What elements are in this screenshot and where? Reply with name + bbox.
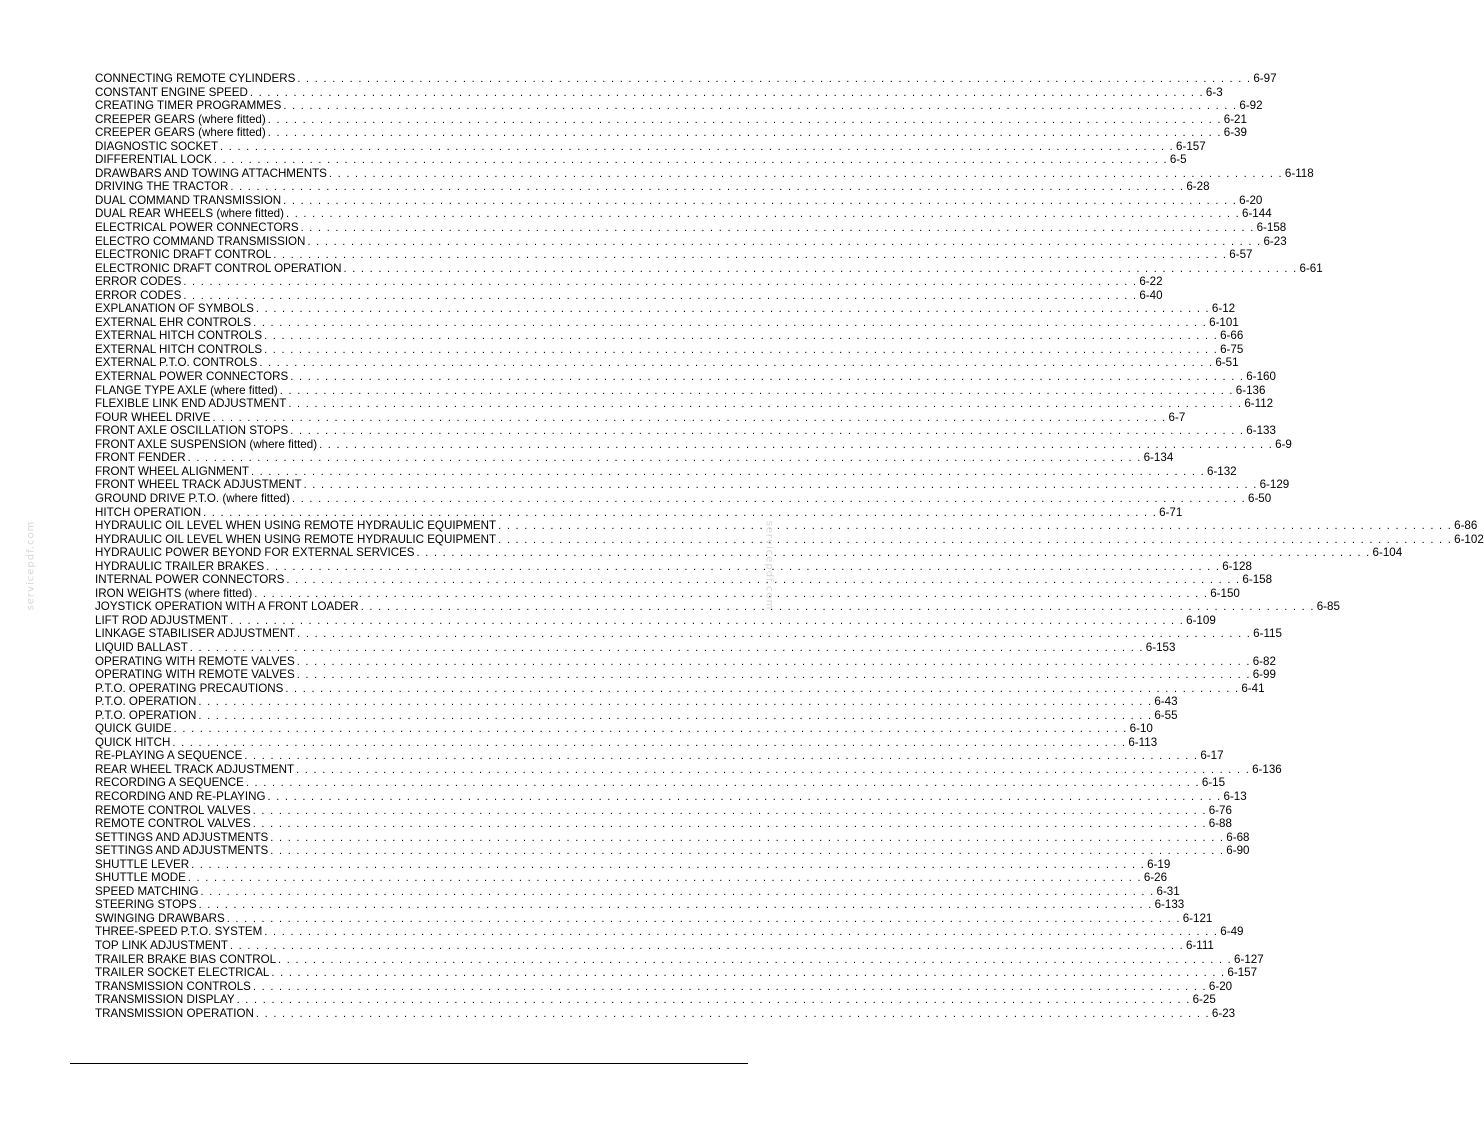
index-entry[interactable] (95, 221, 1287, 235)
index-entry[interactable] (95, 627, 1282, 641)
index-entry-page: 6-97 (1253, 72, 1277, 85)
index-entry-title: DIAGNOSTIC SOCKET (95, 139, 219, 153)
index-entry-title: FLANGE TYPE AXLE (where fitted) (95, 383, 278, 397)
dot-leader: . . . . . . . . . . . . . . . . . . . . . . . . . . . . . . . . . . . . . . . . . . . . . . . . . . . . . . . . . . . . . . . . . . . . . . . . . . . . . . . . . . . . . . . . . . . . . . . . . . . . . . . . . . . . . . (290, 425, 1245, 438)
dot-leader: . . . . . . . . . . . . . . . . . . . . . . . . . . . . . . . . . . . . . . . . . . . . . . . . . . . . . . . . . . . . . . . . . . . . . . . . . . . . . . . . . . . . . . . . . . . . . . . . . . . . . . . . . . . . . . (288, 398, 1243, 411)
index-entry[interactable] (95, 830, 1250, 845)
index-entry-title: TRAILER SOCKET ELECTRICAL (95, 966, 270, 980)
index-entry-title: FRONT AXLE OSCILLATION STOPS (95, 424, 289, 438)
dot-leader: . . . . . . . . . . . . . . . . . . . . . . . . . . . . . . . . . . . . . . . . . . . . . . . . . . . . . . . . . . . . . . . . . . . . . . . . . . . . . . . . . . . . . . . . . . . . . . . . . . . . . . . . . . . . . . (229, 940, 1184, 952)
index-entry[interactable] (95, 613, 1216, 628)
dot-leader: . . . . . . . . . . . . . . . . . . . . . . . . . . . . . . . . . . . . . . . . . . . . . . . . . . . . . . . . . . . . . . . . . . . . . . . . . . . . . . . . . . . . . . . . . . . . . . . . . . . . . . . . . . . . . . (303, 479, 1258, 492)
index-entry[interactable] (95, 762, 1282, 777)
dot-leader: . . . . . . . . . . . . . . . . . . . . . . . . . . . . . . . . . . . . . . . . . . . . . . . . . . . . . . . . . . . . . . . . . . . . . . . . . . . . . . . . . . . . . . . . . . . . . . . . . . . . . . . . . . . . . . (267, 127, 1222, 140)
index-entry-title: ERROR CODES (95, 288, 182, 302)
dot-leader: . . . . . . . . . . . . . . . . . . . . . . . . . . . . . . . . . . . . . . . . . . . . . . . . . . . . . . . . . . . . . . . . . . . . . . . . . . . . . . . . . . . . . . . . . . . . . . . . . . . . . . . . . . . . . . (259, 357, 1214, 370)
index-entry-title: QUICK HITCH (95, 735, 171, 749)
index-entry-title: THREE-SPEED P.T.O. SYSTEM (95, 925, 263, 939)
index-entry[interactable] (95, 668, 1276, 682)
dot-leader: . . . . . . . . . . . . . . . . . . . . . . . . . . . . . . . . . . . . . . . . . . . . . . . . . . . . . . . . . . . . . . . . . . . . . . . . . . . . . . . . . . . . . . . . . . . . . . . . . . . . . . . . . . . . . . (498, 533, 1453, 546)
dot-leader: . . . . . . . . . . . . . . . . . . . . . . . . . . . . . . . . . . . . . . . . . . . . . . . . . . . . . . . . . . . . . . . . . . . . . . . . . . . . . . . . . . . . . . . . . . . . . . . . . . . . . . . . . . . . . . (319, 438, 1274, 451)
index-entry-page: 6-158 (1242, 573, 1273, 587)
index-entry-title: ERROR CODES (95, 275, 182, 289)
index-entry[interactable] (95, 72, 1277, 86)
index-entry-title: TRANSMISSION OPERATION (95, 1006, 254, 1020)
dot-leader: . . . . . . . . . . . . . . . . . . . . . . . . . . . . . . . . . . . . . . . . . . . . . . . . . . . . . . . . . . . . . . . . . . . . . . . . . . . . . . . . . . . . . . . . . . . . . . . . . . . . . . . . . . . . . . (270, 845, 1225, 858)
index-entry-page: 6-157 (1176, 139, 1206, 153)
index-entry[interactable] (95, 491, 1272, 506)
index-entry-title: RE-PLAYING A SEQUENCE (95, 749, 243, 763)
index-entry[interactable] (95, 505, 1183, 520)
index-entry[interactable] (95, 126, 1247, 140)
index-entry-title: FRONT FENDER (95, 451, 186, 465)
index-entry-page: 6-17 (1200, 749, 1224, 763)
index-entry-title: QUICK GUIDE (95, 722, 172, 736)
index-entry-title: CONNECTING REMOTE CYLINDERS (95, 72, 296, 85)
index-entry-page: 6-12 (1211, 302, 1236, 316)
index-entry-page: 6-39 (1223, 126, 1247, 140)
dot-leader: . . . . . . . . . . . . . . . . . . . . . . . . . . . . . . . . . . . . . . . . . . . . . . . . . . . . . . . . . . . . . . . . . . . . . . . . . . . . . . . . . . . . . . . . . . . . . . . . . . . . . . . . . . . . . . (283, 100, 1238, 113)
dot-leader: . . . . . . . . . . . . . . . . . . . . . . . . . . . . . . . . . . . . . . . . . . . . . . . . . . . . . . . . . . . . . . . . . . . . . . . . . . . . . . . . . . . . . . . . . . . . . . . . . . . . . . . . . . . . . . (252, 818, 1207, 831)
index-entry-title: SHUTTLE MODE (95, 871, 186, 885)
index-entry-title: HYDRAULIC OIL LEVEL WHEN USING REMOTE HYDRAULIC EQUIPMENT (95, 519, 497, 533)
index-entry-page: 6-153 (1145, 640, 1176, 654)
index-entry-title: DRIVING THE TRACTOR (95, 180, 229, 194)
index-entry-page: 6-51 (1215, 356, 1239, 370)
index-entry-page: 6-25 (1192, 993, 1216, 1007)
watermark-right: servicepdf.com (763, 520, 775, 611)
index-entry-page: 6-19 (1147, 857, 1171, 871)
index-entry-title: CREEPER GEARS (where fitted) (95, 126, 266, 140)
index-entry-title: CREEPER GEARS (where fitted) (95, 112, 266, 126)
dot-leader: . . . . . . . . . . . . . . . . . . . . . . . . . . . . . . . . . . . . . . . . . . . . . . . . . . . . . . . . . . . . . . . . . . . . . . . . . . . . . . . . . . . . . . . . . . . . . . . . . . . . . . . . . . . . . . (266, 560, 1221, 573)
index-entry[interactable] (95, 993, 1216, 1007)
index-entry[interactable] (95, 329, 1244, 343)
index-entry-page: 6-23 (1211, 1006, 1236, 1020)
index-entry-title: TRAILER BRAKE BIAS CONTROL (95, 952, 277, 966)
index-entry[interactable] (95, 397, 1274, 411)
dot-leader: . . . . . . . . . . . . . . . . . . . . . . . . . . . . . . . . . . . . . . . . . . . . . . . . . . . . . . . . . . . . . . . . . . . . . . . . . . . . . . . . . . . . . . . . . . . . . . . . . . . . . . . . . . . . . . (187, 452, 1142, 465)
index-entry-page: 6-133 (1154, 898, 1185, 912)
index-entry-page: 6-144 (1242, 207, 1272, 221)
index-entry[interactable] (95, 898, 1185, 912)
index-entry[interactable] (95, 356, 1239, 370)
index-entry[interactable] (95, 207, 1272, 221)
index-entry-title: REMOTE CONTROL VALVES (95, 817, 251, 831)
index-entry[interactable] (95, 586, 1240, 601)
dot-leader: . . . . . . . . . . . . . . . . . . . . . . . . . . . . . . . . . . . . . . . . . . . . . . . . . . . . . . . . . . . . . . . . . . . . . . . . . . . . . . . . . . . . . . . . . . . . . . . . . . . . . . . . . . . . . . (292, 492, 1246, 505)
dot-leader: . . . . . . . . . . . . . . . . . . . . . . . . . . . . . . . . . . . . . . . . . . . . . . . . . . . . . . . . . . . . . . . . . . . . . . . . . . . . . . . . . . . . . . . . . . . . . . . . . . . . . . . . . . . . . . (255, 303, 1210, 316)
index-entry-page: 6-10 (1129, 722, 1153, 736)
index-entry-page: 6-20 (1239, 193, 1263, 207)
dot-leader: . . . . . . . . . . . . . . . . . . . . . . . . . . . . . . . . . . . . . . . . . . . . . . . . . . . . . . . . . . . . . . . . . . . . . . . . . . . . . . . . . . . . . . . . . . . . . . . . . . . . . . . . . . . . . . (290, 371, 1245, 384)
index-entry-page: 6-40 (1139, 288, 1163, 302)
index-entry[interactable] (95, 166, 1314, 181)
dot-leader: . . . . . . . . . . . . . . . . . . . . . . . . . . . . . . . . . . . . . . . . . . . . . . . . . . . . . . . . . . . . . . . . . . . . . . . . . . . . . . . . . . . . . . . . . . . . . . . . . . . . . . . . . . . . . . (172, 736, 1127, 749)
index-entry-title: CREATING TIMER PROGRAMMES (95, 99, 282, 113)
index-entry[interactable] (95, 288, 1163, 303)
index-entry[interactable] (95, 654, 1276, 669)
index-entry-page: 6-136 (1252, 762, 1282, 776)
dot-leader: . . . . . . . . . . . . . . . . . . . . . . . . . . . . . . . . . . . . . . . . . . . . . . . . . . . . . . . . . . . . . . . . . . . . . . . . . . . . . . . . . . . . . . . . . . . . . . . . . . . . . . . . . . . . . . (279, 384, 1234, 397)
index-entry-title: TOP LINK ADJUSTMENT (95, 939, 228, 952)
index-entry-page: 6-99 (1252, 668, 1276, 682)
dot-leader: . . . . . . . . . . . . . . . . . . . . . . . . . . . . . . . . . . . . . . . . . . . . . . . . . . . . . . . . . . . . . . . . . . . . . . . . . . . . . . . . . . . . . . . . . . . . . . . . . . . . . . . . . . . . . . (300, 222, 1255, 235)
index-entry[interactable] (95, 193, 1263, 208)
index-entry[interactable] (95, 600, 1340, 614)
index-entry-title: OPERATING WITH REMOTE VALVES (95, 668, 295, 682)
index-entry[interactable] (95, 85, 1223, 100)
index-entry-title: INTERNAL POWER CONNECTORS (95, 573, 285, 587)
index-entry-page: 6-101 (1209, 315, 1239, 329)
index-entry-title: DUAL COMMAND TRANSMISSION (95, 193, 282, 207)
dot-leader: . . . . . . . . . . . . . . . . . . . . . . . . . . . . . . . . . . . . . . . . . . . . . . . . . . . . . . . . . . . . . . . . . . . . . . . . . . . . . . . . . . . . . . . . . . . . . . . . . . . . . . . . . . . . . . (200, 885, 1155, 898)
dot-leader: . . . . . . . . . . . . . . . . . . . . . . . . . . . . . . . . . . . . . . . . . . . . . . . . . . . . . . . . . . . . . . . . . . . . . . . . . . . . . . . . . . . . . . . . . . . . . . . . . . . . . . . . . . . . . . (249, 86, 1204, 99)
index-entry-page: 6-88 (1208, 817, 1232, 831)
index-entry[interactable] (95, 640, 1176, 655)
dot-leader: . . . . . . . . . . . . . . . . . . . . . . . . . . . . . . . . . . . . . . . . . . . . . . . . . . . . . . . . . . . . . . . . . . . . . . . . . . . . . . . . . . . . . . . . . . . . . . . . . . . . . . . . . . . . . . (360, 601, 1315, 614)
index-entry-page: 6-127 (1234, 952, 1264, 966)
dot-leader: . . . . . . . . . . . . . . . . . . . . . . . . . . . . . . . . . . . . . . . . . . . . . . . . . . . . . . . . . . . . . . . . . . . . . . . . . . . . . . . . . . . . . . . . . . . . . . . . . . . . . . . . . . . . . . (286, 208, 1240, 221)
index-entry-title: EXTERNAL HITCH CONTROLS (95, 329, 263, 343)
index-entry[interactable] (95, 749, 1224, 763)
index-entry-title: SPEED MATCHING (95, 884, 199, 898)
index-entry-page: 6-102 (1454, 532, 1484, 546)
index-entry[interactable] (95, 573, 1273, 587)
index-entry[interactable] (95, 817, 1232, 831)
index-entry-title: EXTERNAL POWER CONNECTORS (95, 370, 289, 384)
index-entry-title: HITCH OPERATION (95, 505, 202, 519)
index-entry-title: ELECTRONIC DRAFT CONTROL OPERATION (95, 261, 342, 275)
index-entry-title: EXTERNAL P.T.O. CONTROLS (95, 356, 258, 370)
dot-leader: . . . . . . . . . . . . . . . . . . . . . . . . . . . . . . . . . . . . . . . . . . . . . . . . . . . . . . . . . . . . . . . . . . . . . . . . . . . . . . . . . . . . . . . . . . . . . . . . . . . . . . . . . . . . . . (189, 641, 1144, 654)
index-entry-title: LINKAGE STABILISER ADJUSTMENT (95, 627, 296, 641)
dot-leader: . . . . . . . . . . . . . . . . . . . . . . . . . . . . . . . . . . . . . . . . . . . . . . . . . . . . . . . . . . . . . . . . . . . . . . . . . . . . . . . . . . . . . . . . . . . . . . . . . . . . . . . . . . . . . . (286, 574, 1241, 587)
index-entry-title: CONSTANT ENGINE SPEED (95, 85, 248, 99)
index-entry[interactable] (95, 248, 1253, 262)
index-entry-title: ELECTRICAL POWER CONNECTORS (95, 221, 299, 235)
index-entry-title: REAR WHEEL TRACK ADJUSTMENT (95, 762, 295, 776)
dot-leader: . . . . . . . . . . . . . . . . . . . . . . . . . . . . . . . . . . . . . . . . . . . . . . . . . . . . . . . . . . . . . . . . . . . . . . . . . . . . . . . . . . . . . . . . . . . . . . . . . . . . . . . . . . . . . . (191, 858, 1146, 871)
dot-leader: . . . . . . . . . . . . . . . . . . . . . . . . . . . . . . . . . . . . . . . . . . . . . . . . . . . . . . . . . . . . . . . . . . . . . . . . . . . . . . . . . . . . . . . . . . . . . . . . . . . . . . . . . . . . . . (307, 235, 1262, 248)
index-entry-page: 6-134 (1143, 451, 1174, 465)
index-entry[interactable] (95, 979, 1233, 994)
index-entry-page: 6-49 (1220, 925, 1244, 939)
index-entry-page: 6-43 (1154, 695, 1178, 709)
dot-leader: . . . . . . . . . . . . . . . . . . . . . . . . . . . . . . . . . . . . . . . . . . . . . . . . . . . . . . . . . . . . . . . . . . . . . . . . . . . . . . . . . . . . . . . . . . . . . . . . . . . . . . . . . . . . . . (264, 330, 1219, 343)
index-entry-page: 6-26 (1143, 871, 1168, 885)
dot-leader: . . . . . . . . . . . . . . . . . . . . . . . . . . . . . . . . . . . . . . . . . . . . . . . . . . . . . . . . . . . . . . . . . . . . . . . . . . . . . . . . . . . . . . . . . . . . . . . . . . . . . . . . . . . . . . (271, 967, 1226, 980)
dot-leader: . . . . . . . . . . . . . . . . . . . . . . . . . . . . . . . . . . . . . . . . . . . . . . . . . . . . . . . . . . . . . . . . . . . . . . . . . . . . . . . . . . . . . . . . . . . . . . . . . . . . . . . . . . . . . . (278, 953, 1233, 966)
index-entry-page: 6-9 (1275, 437, 1292, 451)
index-entry-title: EXPLANATION OF SYMBOLS (95, 302, 254, 316)
index-entry[interactable] (95, 708, 1178, 723)
index-entry-title: EXTERNAL EHR CONTROLS (95, 315, 252, 329)
index-entry[interactable] (95, 464, 1237, 479)
dot-leader: . . . . . . . . . . . . . . . . . . . . . . . . . . . . . . . . . . . . . . . . . . . . . . . . . . . . . . . . . . . . . . . . . . . . . . . . . . . . . . . . . . . . . . . . . . . . . . . . . . . . . . . . . . . . . . (212, 411, 1167, 424)
index-entry[interactable] (95, 735, 1158, 750)
index-entry-title: DRAWBARS AND TOWING ATTACHMENTS (95, 166, 327, 180)
index-entry-title: ELECTRONIC DRAFT CONTROL (95, 248, 272, 262)
index-entry-page: 6-136 (1235, 383, 1266, 397)
index-entry-page: 6-57 (1229, 248, 1253, 262)
index-entry[interactable] (95, 139, 1206, 154)
index-entry-page: 6-20 (1208, 979, 1233, 993)
dot-leader: . . . . . . . . . . . . . . . . . . . . . . . . . . . . . . . . . . . . . . . . . . . . . . . . . . . . . . . . . . . . . . . . . . . . . . . . . . . . . . . . . . . . . . . . . . . . . . . . . . . . . . . . . . . . . . (498, 520, 1453, 533)
index-entry-title: HYDRAULIC TRAILER BRAKES (95, 559, 265, 573)
dot-leader: . . . . . . . . . . . . . . . . . . . . . . . . . . . . . . . . . . . . . . . . . . . . . . . . . . . . . . . . . . . . . . . . . . . . . . . . . . . . . . . . . . . . . . . . . . . . . . . . . . . . . . . . . . . . . . (296, 669, 1251, 682)
index-entry-title: DIFFERENTIAL LOCK (95, 153, 212, 167)
index-entry-page: 6-104 (1372, 546, 1403, 560)
dot-leader: . . . . . . . . . . . . . . . . . . . . . . . . . . . . . . . . . . . . . . . . . . . . . . . . . . . . . . . . . . . . . . . . . . . . . . . . . . . . . . . . . . . . . . . . . . . . . . . . . . . . . . . . . . . . . . (252, 804, 1207, 817)
index-entry-page: 6-118 (1284, 166, 1314, 180)
index-entry-title: IRON WEIGHTS (where fitted) (95, 586, 253, 600)
index-entry[interactable] (95, 342, 1244, 357)
index-entry[interactable] (95, 112, 1247, 127)
index-entry[interactable] (95, 911, 1213, 926)
index-entry-page: 6-55 (1154, 708, 1178, 722)
dot-leader: . . . . . . . . . . . . . . . . . . . . . . . . . . . . . . . . . . . . . . . . . . . . . . . . . . . . . . . . . . . . . . . . . . . . . . . . . . . . . . . . . . . . . . . . . . . . . . . . . . . . . . . . . . . . . . (264, 343, 1219, 356)
index-entry-title: P.T.O. OPERATING PRECAUTIONS (95, 681, 284, 695)
index-entry-title: REMOTE CONTROL VALVES (95, 803, 251, 817)
index-entry-page: 6-71 (1159, 505, 1183, 519)
index-entry-page: 6-22 (1139, 275, 1163, 289)
index-entry-page: 6-128 (1222, 559, 1252, 573)
dot-leader: . . . . . . . . . . . . . . . . . . . . . . . . . . . . . . . . . . . . . . . . . . . . . . . . . . . . . . . . . . . . . . . . . . . . . . . . . . . . . . . . . . . . . . . . . . . . . . . . . . . . . . . . . . . . . . (198, 709, 1153, 722)
index-entry[interactable] (95, 478, 1290, 492)
dot-leader: . . . . . . . . . . . . . . . . . . . . . . . . . . . . . . . . . . . . . . . . . . . . . . . . . . . . . . . . . . . . . . . . . . . . . . . . . . . . . . . . . . . . . . . . . . . . . . . . . . . . . . . . . . . . . . (203, 506, 1158, 519)
dot-leader: . . . . . . . . . . . . . . . . . . . . . . . . . . . . . . . . . . . . . . . . . . . . . . . . . . . . . . . . . . . . . . . . . . . . . . . . . . . . . . . . . . . . . . . . . . . . . . . . . . . . . . . . . . . . . . (236, 994, 1191, 1007)
index-entry-page: 6-41 (1241, 681, 1265, 695)
dot-leader: . . . . . . . . . . . . . . . . . . . . . . . . . . . . . . . . . . . . . . . . . . . . . . . . . . . . . . . . . . . . . . . . . . . . . . . . . . . . . . . . . . . . . . . . . . . . . . . . . . . . . . . . . . . . . . (183, 289, 1138, 302)
dot-leader: . . . . . . . . . . . . . . . . . . . . . . . . . . . . . . . . . . . . . . . . . . . . . . . . . . . . . . . . . . . . . . . . . . . . . . . . . . . . . . . . . . . . . . . . . . . . . . . . . . . . . . . . . . . . . . (253, 316, 1208, 329)
index-entry[interactable] (95, 871, 1168, 885)
index-entry-title: RECORDING AND RE-PLAYING (95, 789, 266, 803)
index-entry-page: 6-158 (1256, 221, 1287, 235)
index-entry-title: FRONT WHEEL ALIGNMENT (95, 464, 249, 478)
index-entry[interactable] (95, 559, 1252, 574)
index-entry-page: 6-5 (1169, 153, 1187, 167)
dot-leader: . . . . . . . . . . . . . . . . . . . . . . . . . . . . . . . . . . . . . . . . . . . . . . . . . . . . . . . . . . . . . . . . . . . . . . . . . . . . . . . . . . . . . . . . . . . . . . . . . . . . . . . . . . . . . . (267, 790, 1222, 803)
index-entry-page: 6-92 (1239, 99, 1263, 113)
index-entry-page: 6-121 (1182, 911, 1213, 925)
index-entry-title: FRONT AXLE SUSPENSION (where fitted) (95, 437, 318, 451)
index-entry-title: RECORDING A SEQUENCE (95, 776, 244, 790)
dot-leader: . . . . . . . . . . . . . . . . . . . . . . . . . . . . . . . . . . . . . . . . . . . . . . . . . . . . . . . . . . . . . . . . . . . . . . . . . . . . . . . . . . . . . . . . . . . . . . . . . . . . . . . . . . . . . . (244, 750, 1199, 763)
index-entry-title: FRONT WHEEL TRACK ADJUSTMENT (95, 478, 302, 492)
dot-leader: . . . . . . . . . . . . . . . . . . . . . . . . . . . . . . . . . . . . . . . . . . . . . . . . . . . . . . . . . . . . . . . . . . . . . . . . . . . . . . . . . . . . . . . . . . . . . . . . . . . . . . . . . . . . . . (297, 73, 1252, 85)
index-entry-title: EXTERNAL HITCH CONTROLS (95, 342, 263, 356)
index-entry[interactable] (95, 789, 1247, 804)
index-entry-page: 6-129 (1259, 478, 1290, 492)
index-entry-title: LIQUID BALLAST (95, 640, 188, 654)
dot-leader: . . . . . . . . . . . . . . . . . . . . . . . . . . . . . . . . . . . . . . . . . . . . . . . . . . . . . . . . . . . . . . . . . . . . . . . . . . . . . . . . . . . . . . . . . . . . . . . . . . . . . . . . . . . . . . (245, 777, 1200, 790)
index-entry[interactable] (95, 884, 1180, 899)
watermark-left: servicepdf.com (25, 520, 37, 611)
index-entry-title: SWINGING DRAWBARS (95, 911, 225, 925)
index-entry-title: HYDRAULIC OIL LEVEL WHEN USING REMOTE HYDRAULIC EQUIPMENT (95, 532, 497, 546)
dot-leader: . . . . . . . . . . . . . . . . . . . . . . . . . . . . . . . . . . . . . . . . . . . . . . . . . . . . . . . . . . . . . . . . . . . . . . . . . . . . . . . . . . . . . . . . . . . . . . . . . . . . . . . . . . . . . . (230, 181, 1185, 194)
dot-leader: . . . . . . . . . . . . . . . . . . . . . . . . . . . . . . . . . . . . . . . . . . . . . . . . . . . . . . . . . . . . . . . . . . . . . . . . . . . . . . . . . . . . . . . . . . . . . . . . . . . . . . . . . . . . . . (198, 696, 1153, 709)
dot-leader: . . . . . . . . . . . . . . . . . . . . . . . . . . . . . . . . . . . . . . . . . . . . . . . . . . . . . . . . . . . . . . . . . . . . . . . . . . . . . . . . . . . . . . . . . . . . . . . . . . . . . . . . . . . . . . (173, 723, 1128, 736)
index-entry-page: 6-160 (1246, 370, 1276, 384)
index-entry-title: DUAL REAR WHEELS (where fitted) (95, 207, 284, 221)
index-entry-page: 6-132 (1206, 464, 1237, 478)
index-entry-title: FLEXIBLE LINK END ADJUSTMENT (95, 397, 287, 411)
index-entry[interactable] (95, 180, 1210, 194)
dot-leader: . . . . . . . . . . . . . . . . . . . . . . . . . . . . . . . . . . . . . . . . . . . . . . . . . . . . . . . . . . . . . . . . . . . . . . . . . . . . . . . . . . . . . . . . . . . . . . . . . . . . . . . . . . . . . . (230, 614, 1185, 627)
dot-leader: . . . . . . . . . . . . . . . . . . . . . . . . . . . . . . . . . . . . . . . . . . . . . . . . . . . . . . . . . . . . . . . . . . . . . . . . . . . . . . . . . . . . . . . . . . . . . . . . . . . . . . . . . . . . . . (198, 899, 1153, 912)
index-entry[interactable] (95, 275, 1163, 289)
dot-leader: . . . . . . . . . . . . . . . . . . . . . . . . . . . . . . . . . . . . . . . . . . . . . . . . . . . . . . . . . . . . . . . . . . . . . . . . . . . . . . . . . . . . . . . . . . . . . . . . . . . . . . . . . . . . . . (252, 980, 1207, 993)
index-entry[interactable] (95, 844, 1250, 858)
index-entry-page: 6-113 (1128, 735, 1158, 749)
dot-leader: . . . . . . . . . . . . . . . . . . . . . . . . . . . . . . . . . . . . . . . . . . . . . . . . . . . . . . . . . . . . . . . . . . . . . . . . . . . . . . . . . . . . . . . . . . . . . . . . . . . . . . . . . . . . . . (213, 154, 1168, 167)
index-entry-title: SETTINGS AND ADJUSTMENTS (95, 844, 269, 858)
index-entry-page: 6-7 (1168, 410, 1186, 424)
index-entry[interactable] (95, 410, 1186, 425)
index-entry-page: 6-68 (1226, 830, 1250, 844)
index-entry-page: 6-23 (1263, 234, 1287, 248)
index-entry[interactable] (95, 315, 1239, 330)
index-entry-page: 6-86 (1454, 519, 1478, 533)
index-entry[interactable] (95, 424, 1276, 438)
index-entry-title: HYDRAULIC POWER BEYOND FOR EXTERNAL SERVICES (95, 546, 415, 560)
dot-leader: . . . . . . . . . . . . . . . . . . . . . . . . . . . . . . . . . . . . . . . . . . . . . . . . . . . . . . . . . . . . . . . . . . . . . . . . . . . . . . . . . . . . . . . . . . . . . . . . . . . . . . . . . . . . . . (283, 194, 1238, 207)
index-entry-page: 6-111 (1185, 939, 1214, 952)
index-entry[interactable] (95, 857, 1171, 872)
index-entry[interactable] (95, 532, 1484, 547)
dot-leader: . . . . . . . . . . . . . . . . . . . . . . . . . . . . . . . . . . . . . . . . . . . . . . . . . . . . . . . . . . . . . . . . . . . . . . . . . . . . . . . . . . . . . . . . . . . . . . . . . . . . . . . . . . . . . . (254, 587, 1209, 600)
index-entry[interactable] (95, 370, 1276, 384)
index-entry-title: TRANSMISSION CONTROLS (95, 979, 251, 993)
dot-leader: . . . . . . . . . . . . . . . . . . . . . . . . . . . . . . . . . . . . . . . . . . . . . . . . . . . . . . . . . . . . . . . . . . . . . . . . . . . . . . . . . . . . . . . . . . . . . . . . . . . . . . . . . . . . . . (285, 682, 1240, 695)
index-entry-page: 6-13 (1223, 789, 1247, 803)
index-entry-page: 6-66 (1220, 329, 1244, 343)
index-entry-page: 6-3 (1205, 85, 1223, 99)
index-entry[interactable] (95, 302, 1236, 316)
index-entry-title: OPERATING WITH REMOTE VALVES (95, 654, 295, 668)
index-entry[interactable] (95, 681, 1265, 696)
index-entry[interactable] (95, 234, 1287, 249)
index-entry-title: STEERING STOPS (95, 898, 197, 912)
index-entry[interactable] (95, 153, 1187, 167)
index-entry-page: 6-90 (1226, 844, 1250, 858)
index-entry-page: 6-109 (1186, 613, 1216, 627)
index-entry[interactable] (95, 261, 1323, 276)
dot-leader: . . . . . . . . . . . . . . . . . . . . . . . . . . . . . . . . . . . . . . . . . . . . . . . . . . . . . . . . . . . . . . . . . . . . . . . . . . . . . . . . . . . . . . . . . . . . . . . . . . . . . . . . . . . . . . (296, 655, 1251, 668)
index-entry[interactable] (95, 383, 1266, 398)
index-entry-page: 6-76 (1208, 803, 1232, 817)
index-entry-title: JOYSTICK OPERATION WITH A FRONT LOADER (95, 600, 359, 614)
index-entry-title: GROUND DRIVE P.T.O. (where fitted) (95, 491, 290, 505)
index-entry-title: ELECTRO COMMAND TRANSMISSION (95, 234, 306, 248)
index-entry-title: FOUR WHEEL DRIVE (95, 410, 211, 424)
index-entry-page: 6-85 (1316, 600, 1340, 614)
index-entry-page: 6-133 (1246, 424, 1276, 438)
index-entry[interactable] (95, 546, 1403, 560)
index-entry-page: 6-75 (1220, 342, 1244, 356)
dot-leader: . . . . . . . . . . . . . . . . . . . . . . . . . . . . . . . . . . . . . . . . . . . . . . . . . . . . . . . . . . . . . . . . . . . . . . . . . . . . . . . . . . . . . . . . . . . . . . . . . . . . . . . . . . . . . . (264, 926, 1219, 939)
dot-leader: . . . . . . . . . . . . . . . . . . . . . . . . . . . . . . . . . . . . . . . . . . . . . . . . . . . . . . . . . . . . . . . . . . . . . . . . . . . . . . . . . . . . . . . . . . . . . . . . . . . . . . . . . . . . . . (416, 547, 1371, 560)
index-entry[interactable] (95, 776, 1226, 790)
index-entry-page: 6-50 (1248, 491, 1272, 505)
index-entry-page: 6-61 (1299, 261, 1323, 275)
index-entry-page: 6-82 (1252, 654, 1276, 668)
dot-leader: . . . . . . . . . . . . . . . . . . . . . . . . . . . . . . . . . . . . . . . . . . . . . . . . . . . . . . . . . . . . . . . . . . . . . . . . . . . . . . . . . . . . . . . . . . . . . . . . . . . . . . . . . . . . . . (187, 872, 1142, 885)
dot-leader: . . . . . . . . . . . . . . . . . . . . . . . . . . . . . . . . . . . . . . . . . . . . . . . . . . . . . . . . . . . . . . . . . . . . . . . . . . . . . . . . . . . . . . . . . . . . . . . . . . . . . . . . . . . . . . (226, 912, 1181, 925)
index-entry-page: 6-21 (1223, 112, 1247, 126)
dot-leader: . . . . . . . . . . . . . . . . . . . . . . . . . . . . . . . . . . . . . . . . . . . . . . . . . . . . . . . . . . . . . . . . . . . . . . . . . . . . . . . . . . . . . . . . . . . . . . . . . . . . . . . . . . . . . . (328, 167, 1283, 180)
footer-rule (70, 1063, 748, 1064)
dot-leader: . . . . . . . . . . . . . . . . . . . . . . . . . . . . . . . . . . . . . . . . . . . . . . . . . . . . . . . . . . . . . . . . . . . . . . . . . . . . . . . . . . . . . . . . . . . . . . . . . . . . . . . . . . . . . . (250, 465, 1205, 478)
index-entry[interactable] (95, 1006, 1236, 1021)
index-entry-title: P.T.O. OPERATION (95, 695, 197, 709)
index-entry-page: 6-115 (1253, 627, 1282, 641)
index-entry[interactable] (95, 695, 1178, 709)
index-entry-page: 6-15 (1201, 776, 1226, 790)
index-entry[interactable] (95, 966, 1258, 980)
index-entry-page: 6-112 (1244, 397, 1274, 411)
index-entry-page: 6-31 (1156, 884, 1180, 898)
dot-leader: . . . . . . . . . . . . . . . . . . . . . . . . . . . . . . . . . . . . . . . . . . . . . . . . . . . . . . . . . . . . . . . . . . . . . . . . . . . . . . . . . . . . . . . . . . . . . . . . . . . . . . . . . . . . . . (297, 628, 1252, 641)
dot-leader: . . . . . . . . . . . . . . . . . . . . . . . . . . . . . . . . . . . . . . . . . . . . . . . . . . . . . . . . . . . . . . . . . . . . . . . . . . . . . . . . . . . . . . . . . . . . . . . . . . . . . . . . . . . . . . (267, 113, 1222, 126)
index-entry-title: SETTINGS AND ADJUSTMENTS (95, 830, 269, 844)
index-entry-page: 6-150 (1210, 586, 1240, 600)
index-entry[interactable] (95, 925, 1244, 939)
index-entry[interactable] (95, 437, 1292, 452)
dot-leader: . . . . . . . . . . . . . . . . . . . . . . . . . . . . . . . . . . . . . . . . . . . . . . . . . . . . . . . . . . . . . . . . . . . . . . . . . . . . . . . . . . . . . . . . . . . . . . . . . . . . . . . . . . . . . . (273, 249, 1228, 262)
index-entry[interactable] (95, 722, 1153, 736)
dot-leader: . . . . . . . . . . . . . . . . . . . . . . . . . . . . . . . . . . . . . . . . . . . . . . . . . . . . . . . . . . . . . . . . . . . . . . . . . . . . . . . . . . . . . . . . . . . . . . . . . . . . . . . . . . . . . . (220, 140, 1175, 153)
index-entry-page: 6-157 (1227, 966, 1258, 980)
dot-leader: . . . . . . . . . . . . . . . . . . . . . . . . . . . . . . . . . . . . . . . . . . . . . . . . . . . . . . . . . . . . . . . . . . . . . . . . . . . . . . . . . . . . . . . . . . . . . . . . . . . . . . . . . . . . . . (255, 1007, 1210, 1020)
index-entry[interactable] (95, 99, 1263, 113)
index-entry[interactable] (95, 451, 1174, 465)
dot-leader: . . . . . . . . . . . . . . . . . . . . . . . . . . . . . . . . . . . . . . . . . . . . . . . . . . . . . . . . . . . . . . . . . . . . . . . . . . . . . . . . . . . . . . . . . . . . . . . . . . . . . . . . . . . . . . (296, 763, 1251, 776)
index-entry-title: LIFT ROD ADJUSTMENT (95, 613, 229, 627)
index-entry-page: 6-28 (1186, 180, 1210, 194)
index-entry[interactable] (95, 519, 1478, 533)
index-entry-title: SHUTTLE LEVER (95, 857, 190, 871)
index-entry[interactable] (95, 952, 1264, 967)
index-entry-title: TRANSMISSION DISPLAY (95, 993, 235, 1007)
dot-leader: . . . . . . . . . . . . . . . . . . . . . . . . . . . . . . . . . . . . . . . . . . . . . . . . . . . . . . . . . . . . . . . . . . . . . . . . . . . . . . . . . . . . . . . . . . . . . . . . . . . . . . . . . . . . . . (270, 831, 1225, 844)
index-entry[interactable] (95, 939, 1214, 953)
index-entry[interactable] (95, 803, 1232, 818)
dot-leader: . . . . . . . . . . . . . . . . . . . . . . . . . . . . . . . . . . . . . . . . . . . . . . . . . . . . . . . . . . . . . . . . . . . . . . . . . . . . . . . . . . . . . . . . . . . . . . . . . . . . . . . . . . . . . . (343, 262, 1298, 275)
index-entry-title: P.T.O. OPERATION (95, 708, 197, 722)
dot-leader: . . . . . . . . . . . . . . . . . . . . . . . . . . . . . . . . . . . . . . . . . . . . . . . . . . . . . . . . . . . . . . . . . . . . . . . . . . . . . . . . . . . . . . . . . . . . . . . . . . . . . . . . . . . . . . (183, 276, 1138, 289)
